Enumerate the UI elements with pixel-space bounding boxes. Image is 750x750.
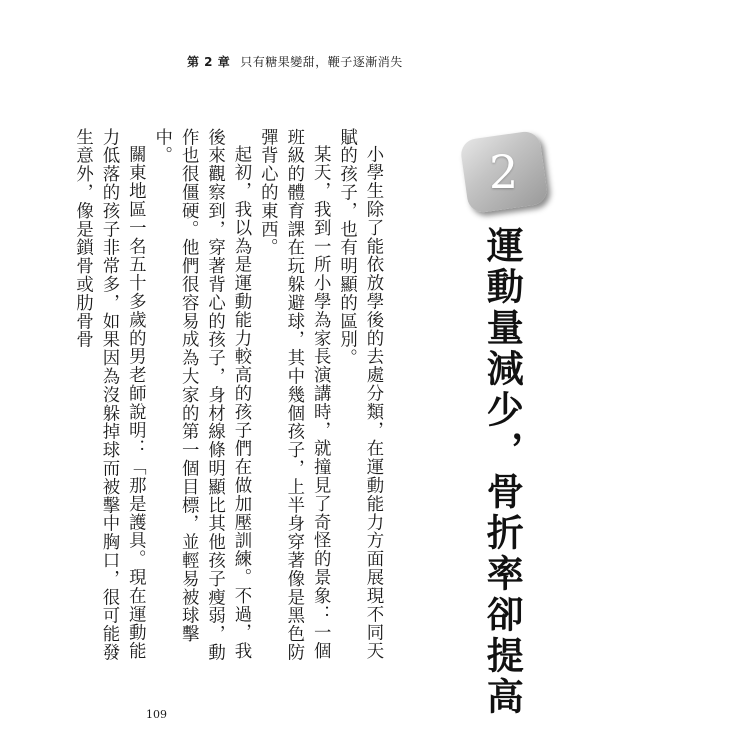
section-number-badge: [459, 130, 549, 214]
running-header: [187, 53, 403, 70]
chapter-label: 第 2 章: [187, 55, 231, 69]
paragraph: 關東地區一名五十多歲的男老師說明：「那是護具。現在運動能力低落的孩子非常多，如果因為沒躲掉球而被擊中胸口，很可能發生意外，像是鎖骨或肋骨骨: [72, 128, 146, 662]
page-number: 109: [146, 708, 167, 721]
section-title: 運動量減少，骨折率卻提高: [480, 226, 524, 718]
body-text: [69, 128, 386, 673]
chapter-title: 只有糖果變甜，鞭子逐漸消失: [240, 55, 403, 69]
paragraph: 小學生除了能依放學後的去處分類，在運動能力方面展現不同天賦的孩子，也有明顯的區別。: [336, 128, 383, 661]
paragraph: 某天，我到一所小學為家長演講時，就撞見了奇怪的景象：一個班級的體育課在玩躲避球，其中幾個孩子，上半身穿著像是黑色防彈背心的東西。: [257, 128, 331, 662]
paragraph: 起初，我以為是運動能力較高的孩子們在做加壓訓練。不過，我後來觀察到，穿著背心的孩子，身材線條明顯比其他孩子瘦弱，動作也很僵硬。他們很容易成為大家的第一個目標，並輕易被球擊中。: [151, 128, 251, 662]
section-number: 2: [489, 145, 519, 199]
